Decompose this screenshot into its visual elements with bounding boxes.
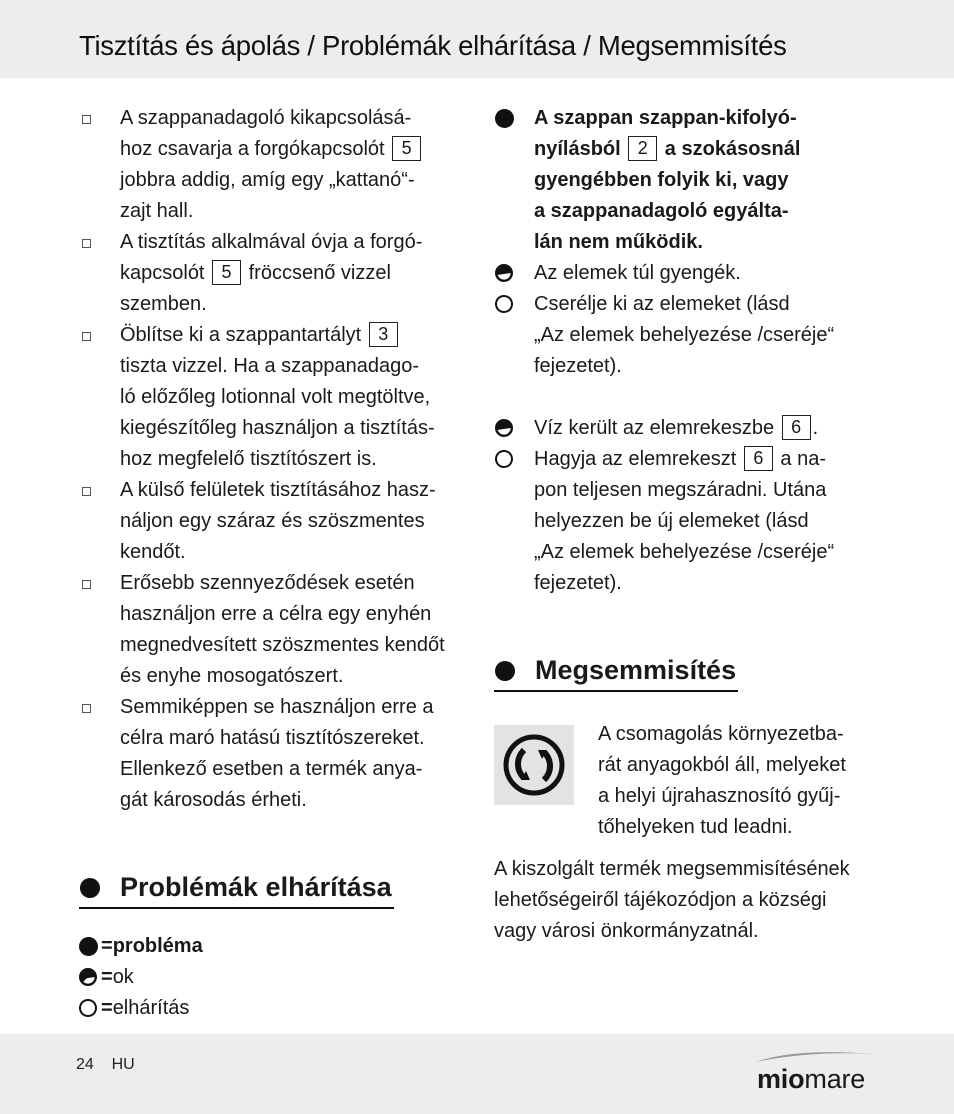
list-item: Erősebb szennyeződések esetén használjon erre a célra egy enyhén megnedvesített szöszmentes kendőt és enyhe mosogatószert. — [79, 568, 469, 692]
square-bullet-icon — [82, 115, 91, 124]
ring-circle-icon — [79, 999, 97, 1017]
brand-logo: miomare — [757, 1064, 866, 1094]
product-disposal-text: A kiszolgált termék megsemmisítésének lehetőségeiről tájékozódjon a községi vagy városi önkormányzatnál. — [494, 858, 850, 942]
section-title-troubleshooting: Problémák elhárítása — [79, 868, 394, 909]
legend — [79, 931, 469, 1024]
ring-circle-icon — [495, 295, 513, 313]
list-item: A tisztítás alkalmával óvja a forgó- kapcsolót 5 fröccsenő vizzel szemben. — [79, 227, 469, 320]
logo-swoosh-icon — [754, 1048, 876, 1064]
packaging-text: A csomagolás környezetba- rát anyagokból áll, melyeket a helyi újrahasznosító gyűj- tőhelyeken tud leadni. — [598, 723, 846, 838]
cause-entry: Víz került az elemrekeszbe 6 . — [494, 413, 884, 444]
square-bullet-icon — [82, 332, 91, 341]
list-item: A szappanadagoló kikapcsolásá- hoz csavarja a forgókapcsolót 5 jobbra addig, amíg egy „kattanó“- zajt hall. — [79, 103, 469, 227]
part-reference: 3 — [369, 322, 398, 347]
legend-row-ok: =ok — [79, 962, 469, 993]
problem-entry: A szappan szappan-kifolyó- nyílásból 2 a szokásosnál gyengébben folyik ki, vagy a szappanadagoló egyálta- lán nem működik. — [494, 103, 884, 258]
filled-circle-icon — [495, 661, 515, 681]
half-circle-icon — [495, 264, 513, 282]
legend-row-problem: =probléma — [79, 931, 469, 962]
left-column — [79, 103, 469, 1024]
legend-row-fix: =elhárítás — [79, 993, 469, 1024]
fix-entry: Hagyja az elemrekeszt 6 a na- pon teljesen megszáradni. Utána helyezzen be új elemeket (lásd „Az elemek behelyezése /cseréje“ fejezetet). — [494, 444, 884, 599]
recycle-green-dot-icon — [494, 725, 574, 805]
filled-circle-icon — [495, 109, 514, 128]
list-item: Öblítse ki a szappantartályt 3 tiszta vizzel. Ha a szappanadago- ló előzőleg lotionnal volt megtöltve, kiegészítőleg használjon a tisztítás- hoz megfelelő tisztítószert is. — [79, 320, 469, 475]
part-reference: 2 — [628, 136, 657, 161]
page-header — [0, 0, 954, 78]
square-bullet-icon — [82, 487, 91, 496]
square-bullet-icon — [82, 239, 91, 248]
part-reference: 5 — [392, 136, 421, 161]
language-code: HU — [111, 1056, 135, 1073]
list-item: Semmiképpen se használjon erre a célra maró hatású tisztítószereket. Ellenkező esetben a termék anya- gát károsodás érheti. — [79, 692, 469, 816]
page-number: 24 — [76, 1056, 94, 1073]
page-footer — [0, 1034, 954, 1114]
ring-circle-icon — [495, 450, 513, 468]
page-title: Tisztítás és ápolás / Problémák elhárítása / Megsemmisítés — [79, 30, 787, 61]
filled-circle-icon — [80, 878, 100, 898]
packaging-block — [494, 719, 884, 844]
filled-circle-icon — [79, 937, 98, 956]
part-reference: 6 — [744, 446, 773, 471]
fix-entry: Cserélje ki az elemeket (lásd „Az elemek behelyezése /cseréje“ fejezetet). — [494, 289, 884, 382]
right-column — [494, 103, 884, 947]
cause-entry: Az elemek túl gyengék. — [494, 258, 884, 289]
part-reference: 6 — [782, 415, 811, 440]
square-bullet-icon — [82, 580, 91, 589]
square-bullet-icon — [82, 704, 91, 713]
part-reference: 5 — [212, 260, 241, 285]
section-title-disposal: Megsemmisítés — [494, 651, 738, 692]
half-circle-icon — [495, 419, 513, 437]
half-circle-icon — [79, 968, 97, 986]
list-item: A külső felületek tisztításához hasz- náljon egy száraz és szöszmentes kendőt. — [79, 475, 469, 568]
